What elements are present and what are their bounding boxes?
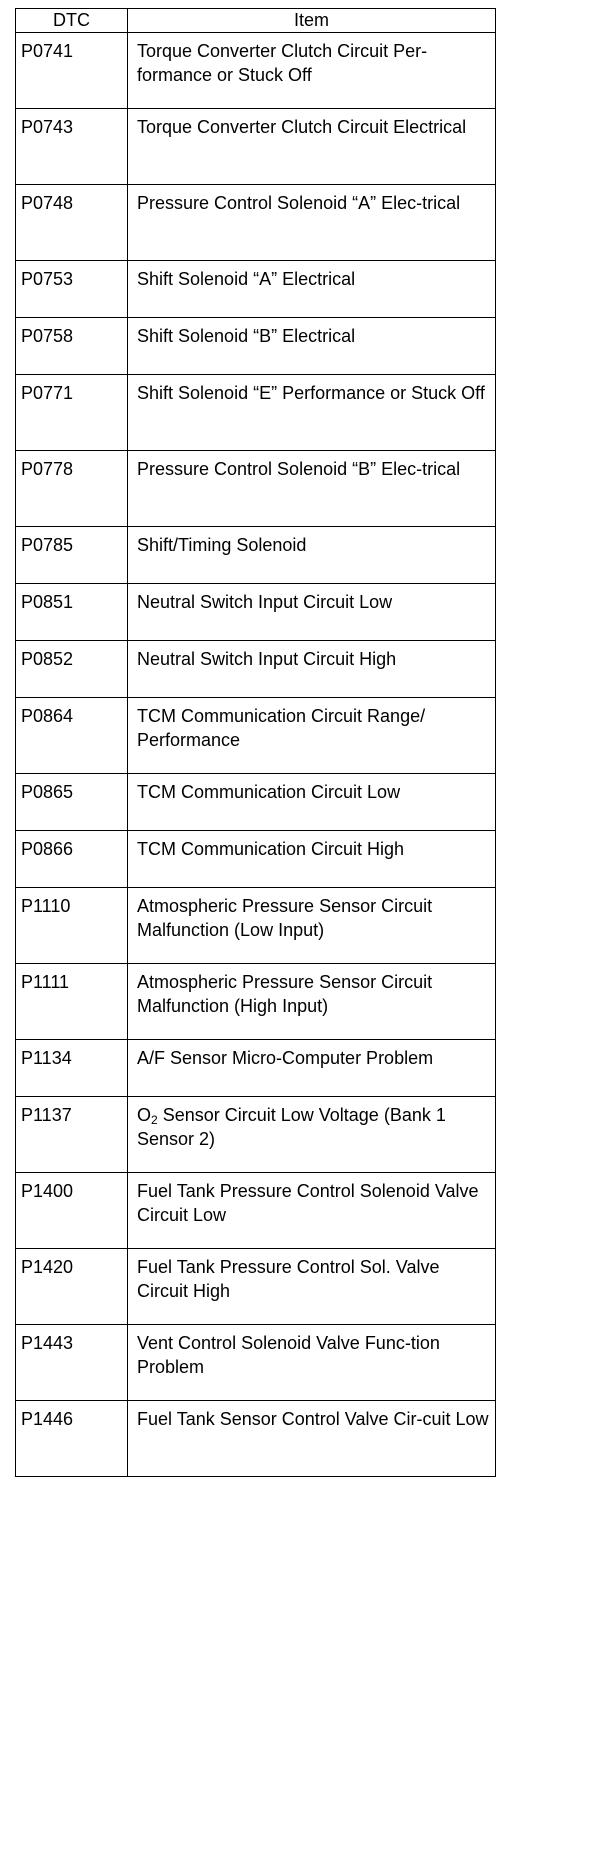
table-header bbox=[16, 9, 496, 33]
dtc-code: P0785 bbox=[16, 527, 128, 584]
dtc-code: P0771 bbox=[16, 375, 128, 451]
item-text-prefix: O bbox=[137, 1105, 152, 1125]
dtc-code: P0748 bbox=[16, 185, 128, 261]
dtc-code: P0852 bbox=[16, 641, 128, 698]
dtc-code: P1400 bbox=[16, 1173, 128, 1249]
dtc-code: P0778 bbox=[16, 451, 128, 527]
dtc-item: Atmospheric Pressure Sensor Circuit Malfunction (Low Input) bbox=[128, 888, 496, 964]
table-row bbox=[16, 831, 496, 888]
dtc-code: P1443 bbox=[16, 1325, 128, 1401]
dtc-code: P0753 bbox=[16, 261, 128, 318]
dtc-item: Shift/Timing Solenoid bbox=[128, 527, 496, 584]
header-item: Item bbox=[128, 9, 496, 33]
table-row bbox=[16, 584, 496, 641]
dtc-code: P1134 bbox=[16, 1040, 128, 1097]
table-row bbox=[16, 1097, 496, 1173]
table-row bbox=[16, 527, 496, 584]
dtc-item: TCM Communication Circuit Range/ Performance bbox=[128, 698, 496, 774]
dtc-code: P1137 bbox=[16, 1097, 128, 1173]
dtc-item: Pressure Control Solenoid “A” Elec-trical bbox=[128, 185, 496, 261]
table-row bbox=[16, 185, 496, 261]
table-body bbox=[16, 33, 496, 1477]
table-row bbox=[16, 1401, 496, 1477]
table-row bbox=[16, 1325, 496, 1401]
header-dtc: DTC bbox=[16, 9, 128, 33]
dtc-item: Vent Control Solenoid Valve Func-tion Problem bbox=[128, 1325, 496, 1401]
dtc-item: Fuel Tank Pressure Control Sol. Valve Circuit High bbox=[128, 1249, 496, 1325]
dtc-code: P1110 bbox=[16, 888, 128, 964]
table-row bbox=[16, 375, 496, 451]
dtc-code: P0866 bbox=[16, 831, 128, 888]
dtc-item: Shift Solenoid “A” Electrical bbox=[128, 261, 496, 318]
dtc-item: Torque Converter Clutch Circuit Electrical bbox=[128, 109, 496, 185]
dtc-item: TCM Communication Circuit High bbox=[128, 831, 496, 888]
table-row bbox=[16, 698, 496, 774]
table-row bbox=[16, 33, 496, 109]
table-row bbox=[16, 318, 496, 375]
dtc-item: Atmospheric Pressure Sensor Circuit Malfunction (High Input) bbox=[128, 964, 496, 1040]
dtc-code: P0865 bbox=[16, 774, 128, 831]
table-row bbox=[16, 774, 496, 831]
table-row bbox=[16, 1249, 496, 1325]
table-row bbox=[16, 888, 496, 964]
table-row bbox=[16, 641, 496, 698]
table-row bbox=[16, 451, 496, 527]
dtc-code: P0864 bbox=[16, 698, 128, 774]
table-row bbox=[16, 1173, 496, 1249]
dtc-item: Neutral Switch Input Circuit Low bbox=[128, 584, 496, 641]
table-row bbox=[16, 109, 496, 185]
dtc-item: Neutral Switch Input Circuit High bbox=[128, 641, 496, 698]
dtc-item: TCM Communication Circuit Low bbox=[128, 774, 496, 831]
item-text-subscript: 2 bbox=[151, 1113, 158, 1127]
dtc-item bbox=[128, 1097, 496, 1173]
dtc-code: P1420 bbox=[16, 1249, 128, 1325]
table-row bbox=[16, 1040, 496, 1097]
dtc-item: Shift Solenoid “E” Performance or Stuck Off bbox=[128, 375, 496, 451]
dtc-item: Fuel Tank Pressure Control Solenoid Valve Circuit Low bbox=[128, 1173, 496, 1249]
dtc-code: P0758 bbox=[16, 318, 128, 375]
table-row bbox=[16, 261, 496, 318]
dtc-code: P0743 bbox=[16, 109, 128, 185]
dtc-code: P0741 bbox=[16, 33, 128, 109]
dtc-code: P1111 bbox=[16, 964, 128, 1040]
item-text-suffix: Sensor Circuit Low Voltage (Bank 1 Sensor 2) bbox=[137, 1105, 446, 1149]
table-row bbox=[16, 964, 496, 1040]
header-row bbox=[16, 9, 496, 33]
dtc-item: Shift Solenoid “B” Electrical bbox=[128, 318, 496, 375]
dtc-item: A/F Sensor Micro-Computer Problem bbox=[128, 1040, 496, 1097]
dtc-code: P0851 bbox=[16, 584, 128, 641]
dtc-item: Fuel Tank Sensor Control Valve Cir-cuit Low bbox=[128, 1401, 496, 1477]
dtc-table bbox=[15, 8, 496, 1477]
dtc-code: P1446 bbox=[16, 1401, 128, 1477]
dtc-item: Pressure Control Solenoid “B” Elec-trical bbox=[128, 451, 496, 527]
dtc-item: Torque Converter Clutch Circuit Per-formance or Stuck Off bbox=[128, 33, 496, 109]
